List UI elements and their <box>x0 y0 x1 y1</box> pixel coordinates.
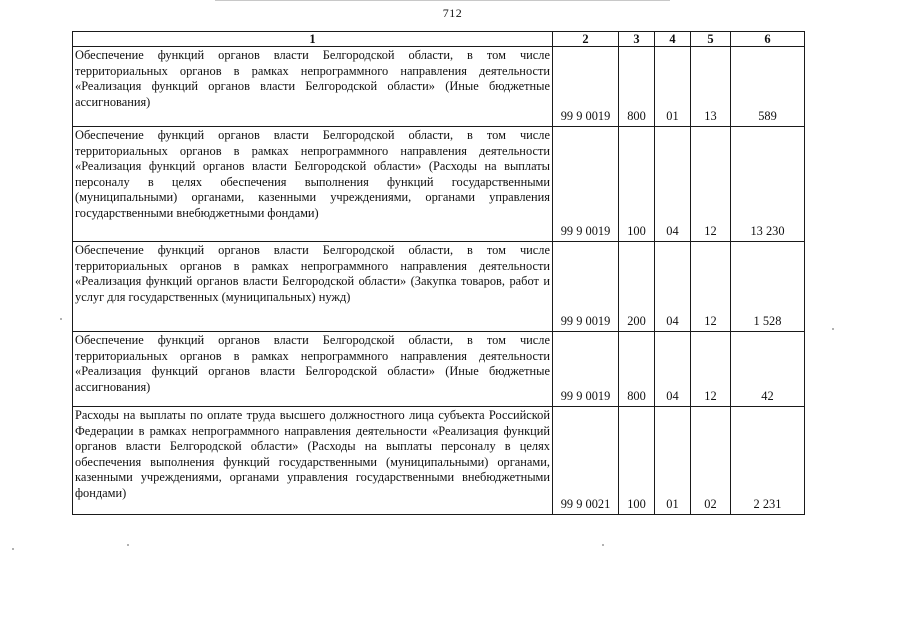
row-target-code: 99 9 0019 <box>553 242 619 332</box>
table-row <box>73 47 805 127</box>
top-scan-rule <box>215 0 670 1</box>
row-expense-type: 800 <box>619 47 655 127</box>
row-description: Обеспечение функций органов власти Белгородской области, в том числе территориальных органов в рамках непрограммного направления деятельности «Реализация функций органов власти Белгородской области» (Иные бюджетные ассигнования) <box>73 47 553 127</box>
table-row <box>73 127 805 242</box>
scan-speck <box>602 544 604 546</box>
row-description: Расходы на выплаты по оплате труда высшего должностного лица субъекта Российской Федерации в рамках непрограммного направления деятельности «Реализация функций органов власти Белгородской области» (Расходы на выплаты персоналу в целях обеспечения выполнения функций государственными (муниципальными) органами, казенными учреждениями, органами управления государственными внебюджетными фондами) <box>73 407 553 515</box>
row-target-code: 99 9 0019 <box>553 47 619 127</box>
row-target-code: 99 9 0021 <box>553 407 619 515</box>
row-expense-type: 100 <box>619 407 655 515</box>
header-col-3: 3 <box>619 32 655 47</box>
row-amount: 589 <box>731 47 805 127</box>
scan-speck <box>127 544 129 546</box>
scan-speck <box>832 328 834 330</box>
row-subsection: 13 <box>691 47 731 127</box>
scan-speck <box>12 548 14 550</box>
row-amount: 42 <box>731 332 805 407</box>
row-expense-type: 200 <box>619 242 655 332</box>
row-target-code: 99 9 0019 <box>553 332 619 407</box>
table-header-row <box>73 32 805 47</box>
row-target-code: 99 9 0019 <box>553 127 619 242</box>
table-row <box>73 407 805 515</box>
row-amount: 1 528 <box>731 242 805 332</box>
table-row <box>73 242 805 332</box>
page-number: 712 <box>442 6 463 20</box>
header-col-1: 1 <box>73 32 553 47</box>
row-subsection: 12 <box>691 332 731 407</box>
row-subsection: 12 <box>691 242 731 332</box>
header-col-6: 6 <box>731 32 805 47</box>
row-section: 01 <box>655 47 691 127</box>
row-amount: 2 231 <box>731 407 805 515</box>
row-description: Обеспечение функций органов власти Белгородской области, в том числе территориальных органов в рамках непрограммного направления деятельности «Реализация функций органов власти Белгородской области» (Расходы на выплаты персоналу в целях обеспечения выполнения функций государственными (муниципальными) органами, казенными учреждениями, органами управления государственными внебюджетными фондами) <box>73 127 553 242</box>
row-expense-type: 100 <box>619 127 655 242</box>
row-description: Обеспечение функций органов власти Белгородской области, в том числе территориальных органов в рамках непрограммного направления деятельности «Реализация функций органов власти Белгородской области» (Закупка товаров, работ и услуг для государственных (муниципальных) нужд) <box>73 242 553 332</box>
row-section: 01 <box>655 407 691 515</box>
row-subsection: 12 <box>691 127 731 242</box>
row-amount: 13 230 <box>731 127 805 242</box>
row-section: 04 <box>655 127 691 242</box>
table-row <box>73 332 805 407</box>
header-col-4: 4 <box>655 32 691 47</box>
budget-table <box>72 31 805 515</box>
row-section: 04 <box>655 242 691 332</box>
row-description: Обеспечение функций органов власти Белгородской области, в том числе территориальных органов в рамках непрограммного направления деятельности «Реализация функций органов власти Белгородской области» (Иные бюджетные ассигнования) <box>73 332 553 407</box>
row-expense-type: 800 <box>619 332 655 407</box>
row-section: 04 <box>655 332 691 407</box>
scan-speck <box>60 318 62 320</box>
header-col-2: 2 <box>553 32 619 47</box>
header-col-5: 5 <box>691 32 731 47</box>
row-subsection: 02 <box>691 407 731 515</box>
